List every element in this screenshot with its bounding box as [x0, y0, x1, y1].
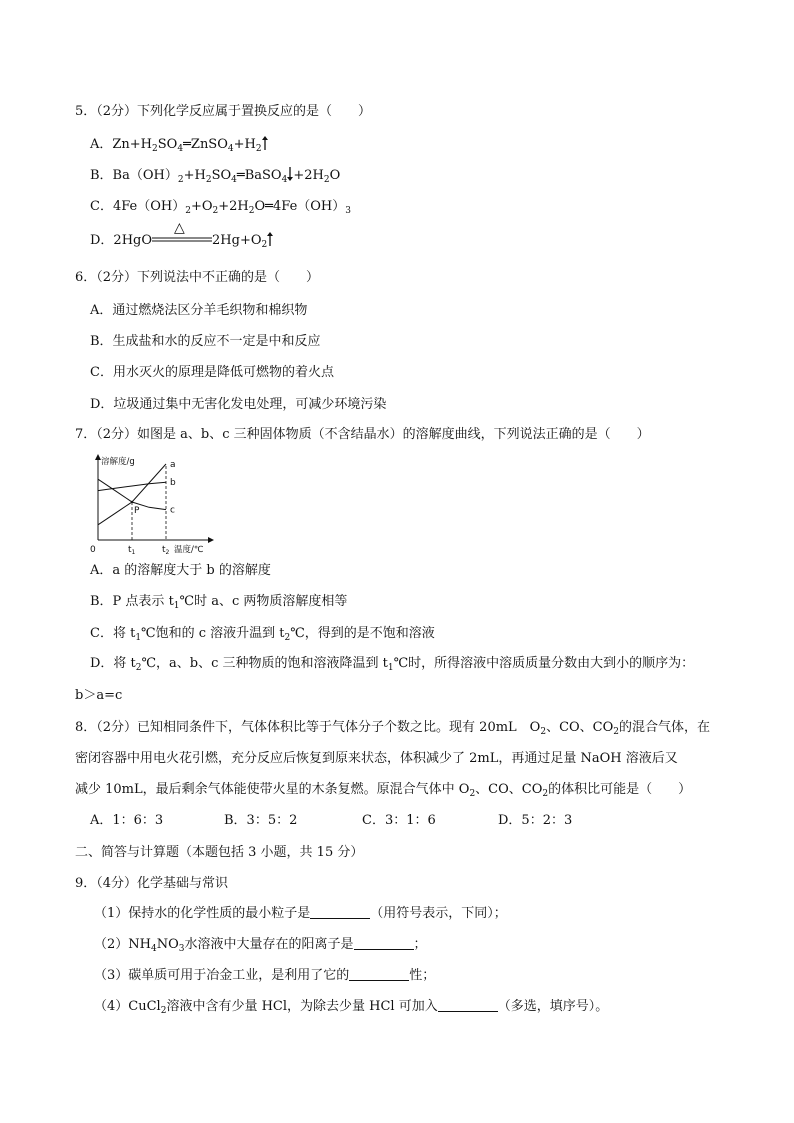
q8-option-d: D．5：2：3	[498, 813, 573, 828]
q8-stem-line2: 密闭容器中用电火花引燃，充分反应后恢复到原来状态，体积减少了 2mL，再通过足量 NaOH 溶液后又	[75, 751, 678, 766]
series-line-c	[98, 479, 166, 509]
q9-stem: 9．（4分）化学基础与常识	[75, 876, 229, 891]
q5-option-b: B．$Ba(OH)_2+H_2SO_4═BaSO_4 +2H_2O$	[90, 168, 341, 185]
chart-guides	[132, 466, 166, 540]
x-axis-label: 温度/℃	[174, 545, 204, 554]
gas-up-arrow-icon	[262, 136, 268, 150]
point-p-label: P	[134, 506, 140, 516]
q6-stem: 6．（2分）下列说法中不正确的是（ ）	[75, 270, 320, 285]
series-label-b: b	[170, 478, 176, 489]
q7-option-d-continued: b＞a=c	[75, 688, 123, 703]
answer-blank[interactable]	[354, 937, 414, 950]
heating-condition	[152, 220, 212, 246]
heat-triangle-icon: △	[174, 220, 185, 236]
q7-option-b: B．P 点表示 $t_1℃$时 a、c 两物质溶解度相等	[90, 594, 348, 611]
gas-up-arrow-icon	[267, 232, 273, 246]
answer-blank[interactable]	[349, 968, 409, 981]
q7-option-d: D．将 $t_2℃$，a、b、c 三种物质的饱和溶液降温到 $t_1℃$时，所得溶液中溶质质量分数由大到小的顺序为：	[90, 656, 695, 673]
q7-option-c: C．将 $t_1℃$饱和的 c 溶液升温到 $t_2℃$，得到的是不饱和溶液	[90, 626, 435, 643]
answer-blank[interactable]	[438, 999, 498, 1012]
q8-option-a: A．1：6：3	[90, 813, 164, 828]
q5-option-a: A．$Zn+H_2SO_4═ZnSO_4+H_2$	[90, 136, 268, 153]
q8-stem-line1: 8．（2分）已知相同条件下，气体体积比等于气体分子个数之比。现有 20mL $O_2$、CO、$CO_2$的混合气体，在	[75, 720, 711, 737]
q9-sub4: （4）CuCl$_2$溶液中含有少量 HCl，为除去少量 HCl 可加入 （多选，填序号）。	[94, 999, 609, 1016]
q8-option-c: C．3：1：6	[362, 813, 436, 828]
chart-axes	[95, 454, 214, 543]
q6-option-c: C．用水灭火的原理是降低可燃物的着火点	[90, 365, 334, 380]
series-label-c: c	[170, 505, 175, 516]
q5-option-d: D．2HgO △ $2Hg+O_2$	[90, 232, 273, 249]
x-tick-label: $t_1$	[128, 545, 136, 554]
answer-blank[interactable]	[310, 906, 370, 919]
q9-sub1: （1）保持水的化学性质的最小粒子是 （用符号表示，下同）；	[94, 906, 507, 921]
series-line-a	[98, 464, 166, 525]
chart-labels	[90, 456, 204, 554]
q7-stem: 7．（2分）如图是 a、b、c 三种固体物质（不含结晶水）的溶解度曲线，下列说法正确的是（ ）	[75, 427, 650, 442]
q5-option-c: C．$4Fe(OH)_2+O_2+2H_2O═4Fe(OH)_3$	[90, 199, 351, 216]
origin-label: 0	[90, 545, 96, 554]
q7-option-a: A．a 的溶解度大于 b 的溶解度	[90, 563, 271, 578]
section-heading: 二、简答与计算题（本题包括 3 小题，共 15 分）	[75, 845, 364, 860]
series-label-a: a	[170, 460, 176, 470]
q6-option-b: B．生成盐和水的反应不一定是中和反应	[90, 334, 321, 349]
q5-stem: 5．（2分）下列化学反应属于置换反应的是（ ）	[75, 104, 372, 119]
double-line-icon	[152, 232, 212, 246]
chart-lines	[98, 464, 166, 525]
q8-stem-line3: 减少 10mL，最后剩余气体能使带火星的木条复燃。原混合气体中 $O_2$、CO、$CO_2$的体积比可能是（ ）	[75, 782, 692, 799]
q9-sub2: $(2)NH_4NO_3$水溶液中大量存在的阳离子是 ；	[94, 937, 427, 954]
q6-option-d: D．垃圾通过集中无害化发电处理，可减少环境污染	[90, 397, 387, 412]
q6-option-a: A．通过燃烧法区分羊毛织物和棉织物	[90, 303, 308, 318]
x-axis-arrow-icon	[208, 537, 214, 543]
intersection-point	[131, 501, 133, 503]
solubility-chart	[90, 452, 220, 554]
x-tick-label: $t_2$	[162, 545, 170, 554]
q8-option-b: B．3：5：2	[224, 813, 298, 828]
q9-sub3: （3）碳单质可用于冶金工业，是利用了它的 性；	[94, 968, 436, 983]
y-axis-label: 溶解度/g	[101, 457, 135, 467]
